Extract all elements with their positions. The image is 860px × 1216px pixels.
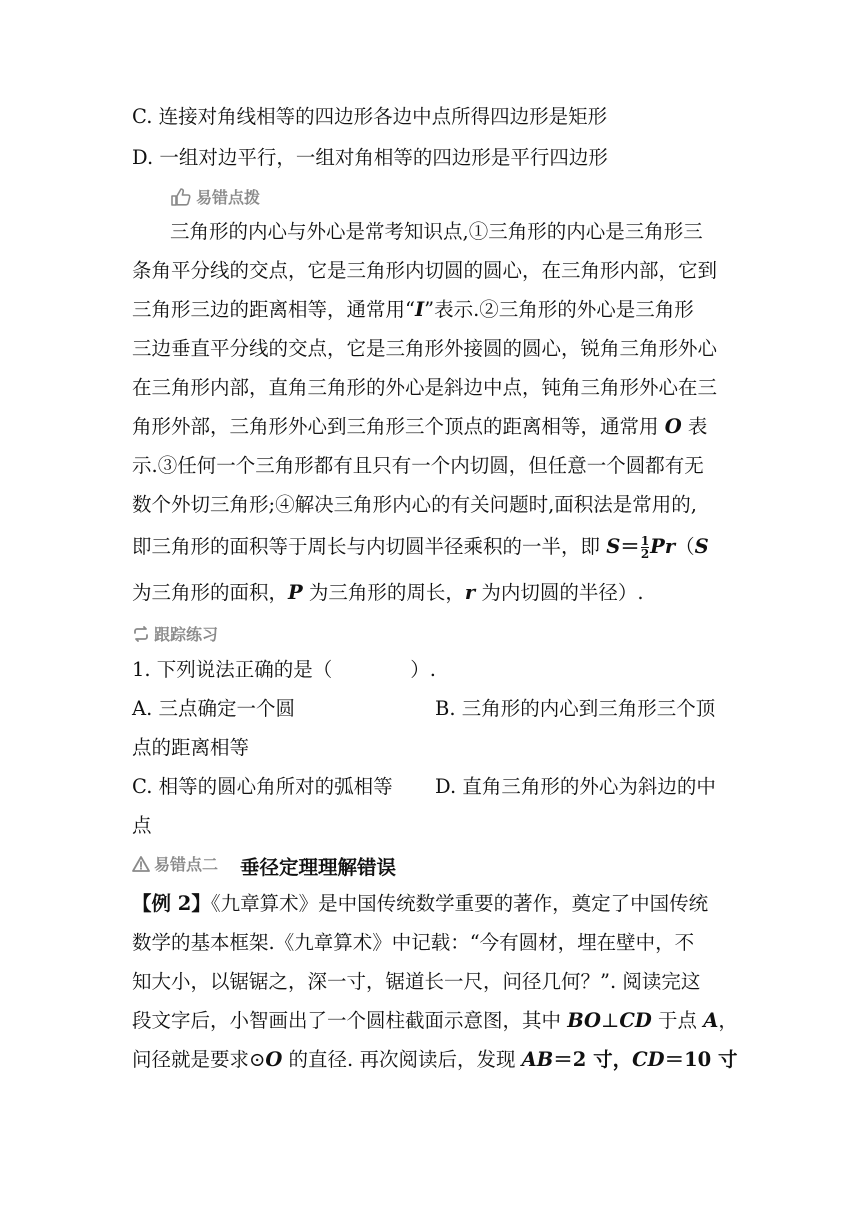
practice-question: 1. 下列说法正确的是（ ）.: [132, 658, 437, 681]
tip-tag: [170, 185, 260, 208]
tip-line-10: 为三角形的面积，P 为三角形的周长，r 为内切圆的半径）.: [132, 581, 644, 604]
example-line-3: 知大小，以锯锯之，深一寸，锯道长一尺，问径几何？”. 阅读完这: [132, 970, 701, 993]
loop-arrows-icon: [132, 626, 150, 642]
example-line-2: 数学的基本框架.《九章算术》中记载：“今有圆材，埋在壁中，不: [132, 931, 695, 954]
section2-title: 垂径定理理解错误: [240, 856, 397, 879]
fraction-one-half: $\frac{1}{2}$: [640, 534, 650, 561]
tip-line-7: 示.③任何一个三角形都有且只有一个内切圆，但任意一个圆都有无: [132, 454, 704, 477]
example-line-1: 【例 2】《九章算术》是中国传统数学重要的著作，奠定了中国传统: [132, 892, 709, 915]
tip-line-3: 三角形三边的距离相等，通常用“I”表示.②三角形的外心是三角形: [132, 298, 694, 321]
practice-tag: [132, 622, 218, 645]
example-tag: 【例 2】: [132, 892, 211, 915]
tip-line-9: 即三角形的面积等于周长与内切圆半径乘积的一半，即 S＝ $\frac{1}{2}$ Pr（S: [132, 534, 709, 561]
tip-label: 易错点拨: [196, 188, 261, 207]
example-line-5: 问径就是要求⊙O 的直径. 再次阅读后，发现 AB＝2 寸，CD＝10 寸: [132, 1048, 738, 1071]
practice-option-b: B. 三角形的内心到三角形三个顶: [435, 697, 716, 720]
thumbs-up-icon: [170, 187, 192, 207]
tip-line-2: 条角平分线的交点，它是三角形内切圆的圆心，在三角形内部，它到: [132, 259, 718, 282]
example-line-4: 段文字后，小智画出了一个圆柱截面示意图，其中 BO⊥CD 于点 A，: [132, 1009, 738, 1032]
tip-line-6: 角形外部，三角形外心到三角形三个顶点的距离相等，通常用 O 表: [132, 415, 708, 438]
practice-option-b-cont: 点的距离相等: [132, 736, 250, 759]
practice-option-d-cont: 点: [132, 814, 152, 837]
practice-option-c: C. 相等的圆心角所对的弧相等: [132, 775, 393, 798]
practice-label: 跟踪练习: [154, 625, 219, 644]
tip-line-4: 三边垂直平分线的交点，它是三角形外接圆的圆心，锐角三角形外心: [132, 337, 718, 360]
practice-option-d: D. 直角三角形的外心为斜边的中: [435, 775, 716, 798]
option-d-prev: D. 一组对边平行，一组对角相等的四边形是平行四边形: [132, 146, 608, 169]
section2-tag: [132, 852, 218, 875]
section2-label: 易错点二: [154, 855, 219, 874]
tip-line-5: 在三角形内部，直角三角形的外心是斜边中点，钝角三角形外心在三: [132, 376, 718, 399]
option-c-prev: C. 连接对角线相等的四边形各边中点所得四边形是矩形: [132, 105, 608, 128]
tip-line-8: 数个外切三角形;④解决三角形内心的有关问题时,面积法是常用的,: [132, 493, 697, 516]
warning-icon: [132, 856, 150, 872]
practice-option-a: A. 三点确定一个圆: [132, 697, 295, 720]
tip-line-1: 三角形的内心与外心是常考知识点,①三角形的内心是三角形三: [170, 220, 703, 243]
